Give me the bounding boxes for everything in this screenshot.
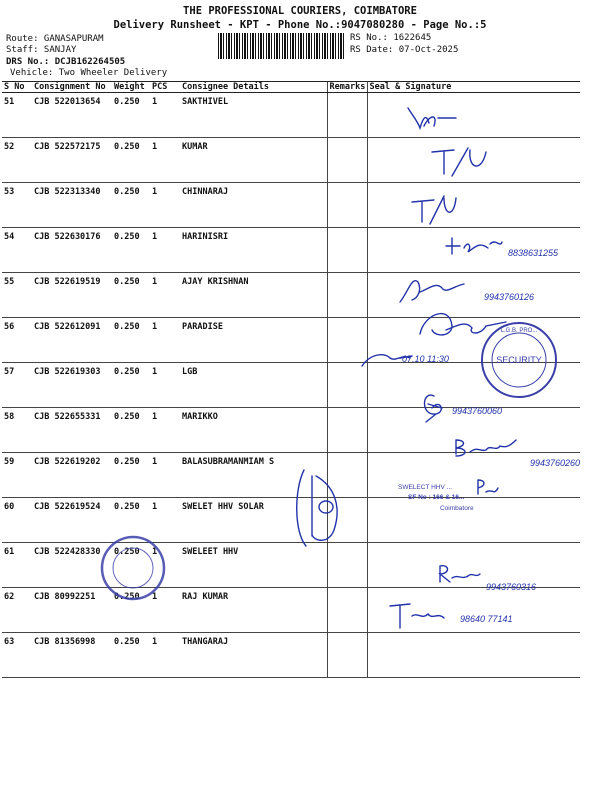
round-stamp-left [102,537,164,599]
header-weight: Weight [112,82,150,93]
remarks-bracket [297,470,337,546]
row-weight: 0.250 [112,93,150,138]
company-title: THE PROFESSIONAL COURIERS, COIMBATORE [183,5,417,17]
row-pcs: 1 [150,318,180,363]
row-sno: 52 [2,138,32,183]
row-consignee: MARIKKO [180,408,327,453]
row-weight: 0.250 [112,273,150,318]
row-weight: 0.250 [112,408,150,453]
row-sno: 54 [2,228,32,273]
row-weight: 0.250 [112,318,150,363]
row-consignee: KUMAR [180,138,327,183]
row-consignment: CJB 522619303 [32,363,112,408]
row-pcs: 1 [150,273,180,318]
handwritten-time-57: 07.10 11:30 [402,354,449,364]
row-sno: 60 [2,498,32,543]
row-consignment: CJB 522313340 [32,183,112,228]
row-consignee: PARADISE [180,318,327,363]
drs-label: DRS No.: DCJB162264505 [6,57,126,67]
row-weight: 0.250 [112,453,150,498]
header-sno: S No [2,82,32,93]
row-consignment: CJB 522619202 [32,453,112,498]
signature-63 [390,604,444,628]
row-pcs: 1 [150,498,180,543]
row-weight: 0.250 [112,633,150,678]
row-sno: 57 [2,363,32,408]
row-consignment: CJB 522619519 [32,273,112,318]
rs-number: RS No.: 1622645 [350,33,432,43]
handwritten-phone-63: 98640 77141 [460,614,513,624]
row-consignee: HARINISRI [180,228,327,273]
row-consignment: CJB 80992251 [32,588,112,633]
row-weight: 0.250 [112,183,150,228]
row-pcs: 1 [150,93,180,138]
signature-52 [432,148,486,176]
security-stamp-ring: L.G.B. PRO... [500,328,538,334]
staff-label: Staff: SANJAY [6,45,77,55]
security-stamp [482,323,556,397]
header-consignee: Consignee Details [180,82,327,93]
row-pcs: 1 [150,183,180,228]
row-consignee: CHINNARAJ [180,183,327,228]
vehicle-label: Vehicle: Two Wheeler Delivery [10,68,168,78]
company-stamp-line1: SWELECT HHV ... [398,484,453,491]
signature-60 [478,480,498,494]
row-consignment: CJB 522013654 [32,93,112,138]
signature-62 [440,566,480,582]
row-sno: 62 [2,588,32,633]
row-consignment: CJB 522428330 [32,543,112,588]
row-weight: 0.250 [112,498,150,543]
row-pcs: 1 [150,228,180,273]
row-consignee: SAKTHIVEL [180,93,327,138]
row-sno: 63 [2,633,32,678]
handwritten-phone-58: 9943760060 [452,406,503,416]
row-sno: 58 [2,408,32,453]
company-stamp-line2: SF No : 166 & 16... [408,494,465,501]
header-remarks: Remarks [327,82,367,93]
row-pcs: 1 [150,453,180,498]
handwritten-phone-59: 9943760260 [530,458,581,468]
row-consignee: LGB [180,363,327,408]
row-consignee: SWELET HHV SOLAR [180,498,327,543]
runsheet-subtitle: Delivery Runsheet - KPT - Phone No.:9047080280 - Page No.:5 [113,19,487,31]
row-consignee: THANGARAJ [180,633,327,678]
signature-55 [400,281,464,302]
row-weight: 0.250 [112,363,150,408]
row-consignment: CJB 81356998 [32,633,112,678]
row-weight: 0.250 [112,543,150,588]
row-pcs: 1 [150,588,180,633]
signature-53 [412,196,456,224]
row-pcs: 1 [150,633,180,678]
row-consignee: AJAY KRISHNAN [180,273,327,318]
handwritten-phone-55: 9943760126 [484,292,535,302]
row-consignment: CJB 522612091 [32,318,112,363]
route-label: Route: GANASAPURAM [6,34,104,44]
row-weight: 0.250 [112,588,150,633]
row-consignee: BALASUBRAMANMIAM S [180,453,327,498]
header-signature: Seal & Signature [367,82,580,93]
row-pcs: 1 [150,543,180,588]
signature-59 [456,440,516,456]
company-stamp-line3: Coimbatore [440,505,474,512]
row-consignment: CJB 522630176 [32,228,112,273]
row-consignee: RAJ KUMAR [180,588,327,633]
row-consignment: CJB 522619524 [32,498,112,543]
row-weight: 0.250 [112,138,150,183]
row-pcs: 1 [150,363,180,408]
handwritten-phone-62: 9943760316 [486,582,537,592]
company-stamp [398,484,474,512]
row-sno: 51 [2,93,32,138]
row-sno: 55 [2,273,32,318]
signature-54 [446,238,502,254]
row-sno: 56 [2,318,32,363]
row-pcs: 1 [150,408,180,453]
header-pcs: PCS [150,82,180,93]
row-weight: 0.250 [112,228,150,273]
signature-56 [420,314,506,335]
row-consignment: CJB 522655331 [32,408,112,453]
row-consignee: SWELEET HHV [180,543,327,588]
signature-51 [408,108,456,128]
row-pcs: 1 [150,138,180,183]
signature-58 [425,395,443,422]
row-sno: 61 [2,543,32,588]
rs-date: RS Date: 07-Oct-2025 [350,45,459,55]
header-consignment: Consignment No [32,82,112,93]
handwritten-phone-54: 8838631255 [508,248,559,258]
remarks-circle [319,501,333,513]
row-sno: 53 [2,183,32,228]
row-sno: 59 [2,453,32,498]
security-stamp-text: SECURITY [496,355,542,365]
row-consignment: CJB 522572175 [32,138,112,183]
